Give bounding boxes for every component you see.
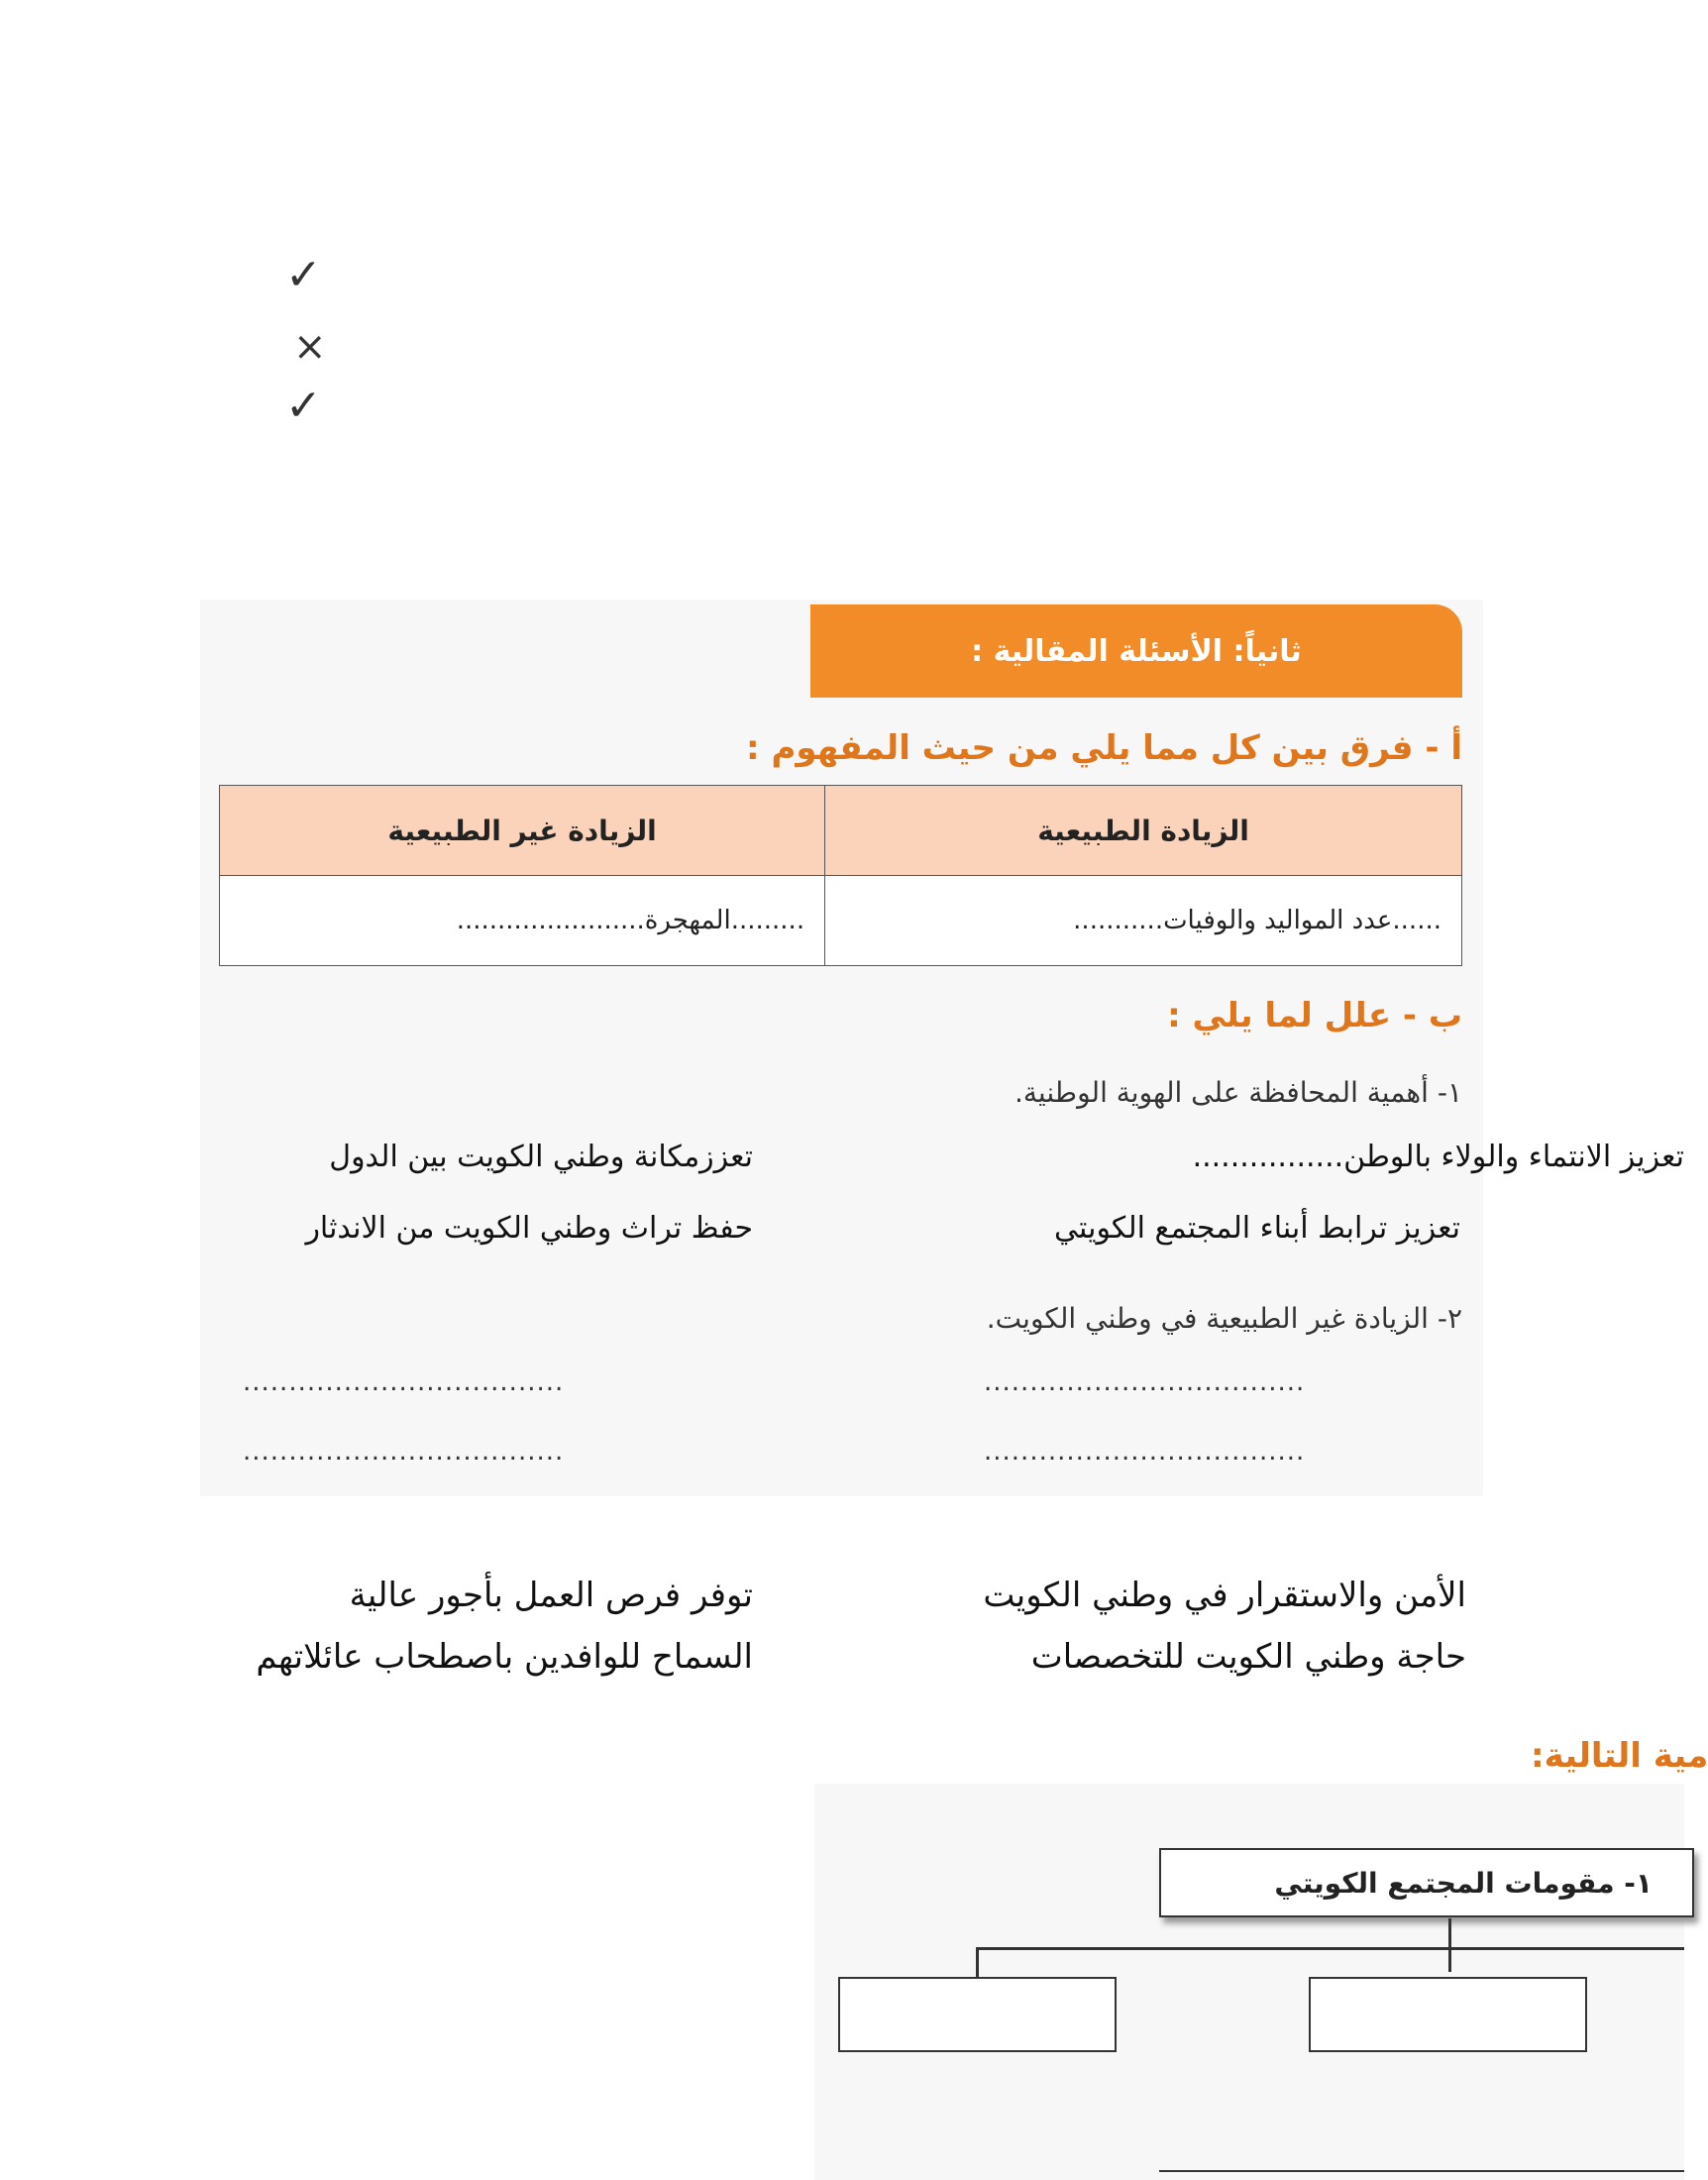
check-mark-icon: ✓ — [285, 250, 322, 300]
part-b-title: ب - علل لما يلي : — [1167, 996, 1462, 1036]
answer-line: تعززمكانة وطني الكويت بين الدول — [329, 1140, 753, 1174]
column-header-unnatural: الزيادة غير الطبيعية — [220, 786, 825, 876]
cross-mark-icon: × — [293, 324, 327, 370]
diagram-title-box — [1159, 1848, 1694, 1917]
column-header-natural: الزيادة الطبيعية — [825, 786, 1462, 876]
diagram-empty-box — [838, 1977, 1117, 2052]
connector-line — [976, 1947, 1684, 1950]
section-banner — [810, 604, 1462, 698]
connector-line — [1448, 1918, 1451, 1972]
answer-line: الأمن والاستقرار في وطني الكويت — [983, 1576, 1466, 1615]
diagram-empty-box — [1309, 1977, 1587, 2052]
answer-line: حفظ تراث وطني الكويت من الاندثار — [305, 1211, 753, 1246]
answer-line: السماح للوافدين باصطحاب عائلاتهم — [256, 1637, 753, 1677]
comparison-table — [219, 785, 1462, 966]
answer-line: حاجة وطني الكويت للتخصصات — [1030, 1637, 1466, 1677]
question-2: ٢- الزيادة غير الطبيعية في وطني الكويت. — [986, 1302, 1462, 1335]
answer-line: تعزيز الانتماء والولاء بالوطن................ — [1192, 1140, 1684, 1174]
part-a-title: أ - فرق بين كل مما يلي من حيث المفهوم : — [746, 728, 1462, 768]
part-c-heading: مية التالية: — [1531, 1736, 1708, 1776]
question-1: ١- أهمية المحافظة على الهوية الوطنية. — [1014, 1076, 1462, 1109]
next-box-edge — [1159, 2170, 1684, 2172]
check-mark-icon: ✓ — [285, 381, 322, 431]
answer-unnatural: .........المهجرة....................... — [220, 876, 825, 966]
blank-line: ................................... — [984, 1437, 1306, 1467]
blank-line: ................................... — [243, 1367, 565, 1397]
answer-natural: ......عدد المواليد والوفيات........... — [825, 876, 1462, 966]
diagram-title: ١- مقومات المجتمع الكويتي — [1274, 1866, 1653, 1900]
blank-line: ................................... — [984, 1367, 1306, 1397]
banner-title: ثانياً: الأسئلة المقالية : — [971, 633, 1302, 669]
blank-line: ................................... — [243, 1437, 565, 1467]
connector-line — [976, 1947, 979, 1977]
answer-line: توفر فرص العمل بأجور عالية — [349, 1576, 753, 1615]
answer-line: تعزيز ترابط أبناء المجتمع الكويتي — [1054, 1211, 1460, 1246]
